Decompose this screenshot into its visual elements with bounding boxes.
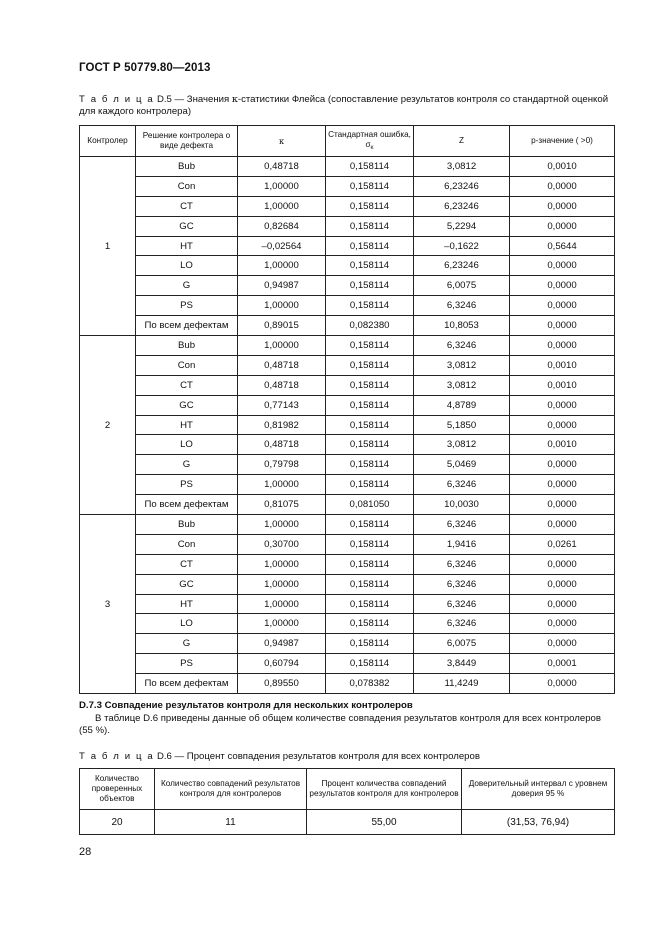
cell-p-value: 0,0000: [510, 256, 615, 276]
cell-kappa: 1,00000: [238, 614, 326, 634]
cell-defect: PS: [136, 654, 238, 674]
cell-std-error: 0,082380: [326, 316, 414, 336]
cell-kappa: 0,60794: [238, 654, 326, 674]
cell-defect: PS: [136, 296, 238, 316]
cell-defect: G: [136, 455, 238, 475]
cell-kappa: 1,00000: [238, 176, 326, 196]
cell-std-error: 0,158114: [326, 176, 414, 196]
cell-kappa: 0,82684: [238, 216, 326, 236]
cell-kappa: 0,81075: [238, 495, 326, 515]
cell-match-count: 11: [155, 810, 307, 835]
cell-z: 5,0469: [414, 455, 510, 475]
cell-z: 1,9416: [414, 534, 510, 554]
header-std-error-subscript: κ: [370, 144, 374, 151]
cell-defect: Bub: [136, 157, 238, 177]
cell-std-error: 0,158114: [326, 216, 414, 236]
table-row: [80, 236, 615, 256]
cell-defect: PS: [136, 475, 238, 495]
cell-std-error: 0,158114: [326, 196, 414, 216]
cell-kappa: 1,00000: [238, 256, 326, 276]
page-number: 28: [79, 846, 92, 858]
cell-z: 6,23246: [414, 176, 510, 196]
cell-std-error: 0,158114: [326, 475, 414, 495]
table-row: [80, 594, 615, 614]
cell-p-value: 0,0000: [510, 574, 615, 594]
table-d6-caption-label: Т а б л и ц а: [79, 751, 155, 762]
cell-p-value: 0,0261: [510, 534, 615, 554]
cell-std-error: 0,158114: [326, 296, 414, 316]
cell-defect: GC: [136, 395, 238, 415]
table-row: [80, 196, 615, 216]
cell-defect: Bub: [136, 515, 238, 535]
table-d6-header-row: [80, 769, 615, 810]
cell-kappa: 0,89550: [238, 674, 326, 694]
table-row: [80, 296, 615, 316]
cell-p-value: 0,0000: [510, 634, 615, 654]
cell-controller: 3: [80, 515, 136, 694]
cell-z: 5,2294: [414, 216, 510, 236]
cell-std-error: 0,078382: [326, 674, 414, 694]
cell-p-value: 0,0000: [510, 674, 615, 694]
cell-defect: LO: [136, 614, 238, 634]
cell-z: 3,0812: [414, 355, 510, 375]
cell-defect: CT: [136, 375, 238, 395]
table-row: [80, 276, 615, 296]
cell-std-error: 0,081050: [326, 495, 414, 515]
cell-match-percent: 55,00: [307, 810, 462, 835]
cell-z: 11,4249: [414, 674, 510, 694]
cell-kappa: 1,00000: [238, 336, 326, 356]
cell-kappa: 1,00000: [238, 554, 326, 574]
cell-p-value: 0,0000: [510, 455, 615, 475]
cell-defect: HT: [136, 415, 238, 435]
table-row: [80, 395, 615, 415]
table-d6-caption-text: D.6 — Процент совпадения результатов контроля для всех контролеров: [156, 751, 480, 762]
cell-z: 6,3246: [414, 475, 510, 495]
cell-kappa: 0,48718: [238, 435, 326, 455]
cell-std-error: 0,158114: [326, 554, 414, 574]
section-heading: D.7.3 Совпадение результатов контроля для нескольких контролеров: [79, 700, 413, 711]
cell-object-count: 20: [80, 810, 155, 835]
table-row: [80, 534, 615, 554]
table-d5-body: [80, 157, 615, 694]
table-d5-caption: [79, 94, 614, 118]
cell-p-value: 0,0010: [510, 355, 615, 375]
cell-defect: G: [136, 276, 238, 296]
table-row: [80, 455, 615, 475]
table-row: [80, 336, 615, 356]
table-row: [80, 256, 615, 276]
cell-p-value: 0,0000: [510, 614, 615, 634]
cell-controller: 1: [80, 157, 136, 336]
cell-defect: Con: [136, 534, 238, 554]
cell-z: 6,3246: [414, 336, 510, 356]
cell-defect: Con: [136, 176, 238, 196]
table-d5-caption-num: D.5 — Значения: [156, 94, 230, 105]
table-d5-caption-kappa: κ: [231, 94, 238, 105]
table-row: [80, 216, 615, 236]
cell-std-error: 0,158114: [326, 256, 414, 276]
cell-z: 6,3246: [414, 554, 510, 574]
cell-p-value: 0,0010: [510, 157, 615, 177]
cell-defect: По всем дефектам: [136, 316, 238, 336]
cell-kappa: 0,30700: [238, 534, 326, 554]
header-object-count: Количество проверенных объектов: [80, 769, 155, 810]
header-match-percent: Процент количества совпадений результатов контроля для контролеров: [307, 769, 462, 810]
cell-defect: Bub: [136, 336, 238, 356]
cell-defect: LO: [136, 256, 238, 276]
cell-defect: По всем дефектам: [136, 495, 238, 515]
cell-p-value: 0,0000: [510, 316, 615, 336]
cell-z: 4,8789: [414, 395, 510, 415]
cell-std-error: 0,158114: [326, 415, 414, 435]
header-controller: Контролер: [80, 126, 136, 157]
table-row: [80, 654, 615, 674]
cell-kappa: 0,48718: [238, 157, 326, 177]
cell-defect: G: [136, 634, 238, 654]
cell-p-value: 0,0000: [510, 276, 615, 296]
cell-defect: LO: [136, 435, 238, 455]
cell-z: 6,3246: [414, 594, 510, 614]
cell-confidence-interval: (31,53, 76,94): [462, 810, 615, 835]
table-d5: [79, 125, 615, 694]
cell-p-value: 0,0000: [510, 216, 615, 236]
cell-std-error: 0,158114: [326, 336, 414, 356]
cell-std-error: 0,158114: [326, 395, 414, 415]
cell-defect: GC: [136, 574, 238, 594]
cell-std-error: 0,158114: [326, 435, 414, 455]
table-row: [80, 415, 615, 435]
cell-std-error: 0,158114: [326, 634, 414, 654]
header-match-count: Количество совпадений результатов контроля для контролеров: [155, 769, 307, 810]
cell-p-value: 0,0000: [510, 196, 615, 216]
cell-std-error: 0,158114: [326, 534, 414, 554]
cell-p-value: 0,0000: [510, 336, 615, 356]
cell-std-error: 0,158114: [326, 614, 414, 634]
cell-defect: GC: [136, 216, 238, 236]
cell-p-value: 0,0010: [510, 435, 615, 455]
cell-z: 5,1850: [414, 415, 510, 435]
cell-p-value: 0,0001: [510, 654, 615, 674]
cell-std-error: 0,158114: [326, 574, 414, 594]
table-row: [80, 316, 615, 336]
cell-z: 6,0075: [414, 276, 510, 296]
cell-kappa: 1,00000: [238, 574, 326, 594]
table-row: [80, 375, 615, 395]
cell-defect: Con: [136, 355, 238, 375]
cell-p-value: 0,0000: [510, 554, 615, 574]
document-code: ГОСТ Р 50779.80—2013: [79, 62, 211, 74]
table-row: [80, 674, 615, 694]
table-d6: [79, 768, 615, 835]
cell-kappa: 0,94987: [238, 276, 326, 296]
cell-p-value: 0,0000: [510, 594, 615, 614]
header-kappa: κ: [238, 126, 326, 157]
cell-std-error: 0,158114: [326, 276, 414, 296]
cell-p-value: 0,0000: [510, 515, 615, 535]
cell-z: 6,3246: [414, 614, 510, 634]
table-d6-row: [80, 810, 615, 835]
cell-kappa: 0,48718: [238, 375, 326, 395]
cell-std-error: 0,158114: [326, 515, 414, 535]
cell-controller: 2: [80, 336, 136, 515]
cell-z: –0,1622: [414, 236, 510, 256]
cell-kappa: 0,77143: [238, 395, 326, 415]
cell-kappa: 1,00000: [238, 296, 326, 316]
table-row: [80, 495, 615, 515]
cell-std-error: 0,158114: [326, 594, 414, 614]
cell-kappa: 1,00000: [238, 196, 326, 216]
cell-p-value: 0,0000: [510, 395, 615, 415]
cell-z: 10,0030: [414, 495, 510, 515]
cell-z: 3,0812: [414, 375, 510, 395]
cell-kappa: 0,81982: [238, 415, 326, 435]
table-row: [80, 614, 615, 634]
table-row: [80, 157, 615, 177]
cell-p-value: 0,0000: [510, 176, 615, 196]
cell-p-value: 0,5644: [510, 236, 615, 256]
cell-kappa: 1,00000: [238, 475, 326, 495]
cell-defect: HT: [136, 594, 238, 614]
table-row: [80, 355, 615, 375]
cell-p-value: 0,0000: [510, 296, 615, 316]
cell-kappa: 1,00000: [238, 594, 326, 614]
cell-defect: CT: [136, 196, 238, 216]
cell-std-error: 0,158114: [326, 375, 414, 395]
cell-defect: По всем дефектам: [136, 674, 238, 694]
cell-kappa: 0,94987: [238, 634, 326, 654]
header-p-value: p-значение ( >0): [510, 126, 615, 157]
cell-kappa: 0,48718: [238, 355, 326, 375]
cell-std-error: 0,158114: [326, 157, 414, 177]
cell-z: 3,0812: [414, 435, 510, 455]
cell-z: 3,8449: [414, 654, 510, 674]
cell-p-value: 0,0000: [510, 495, 615, 515]
cell-kappa: 0,89015: [238, 316, 326, 336]
table-row: [80, 475, 615, 495]
cell-z: 6,23246: [414, 256, 510, 276]
cell-std-error: 0,158114: [326, 455, 414, 475]
cell-kappa: 1,00000: [238, 515, 326, 535]
table-d5-caption-label: Т а б л и ц а: [79, 94, 155, 105]
header-z: Z: [414, 126, 510, 157]
table-row: [80, 554, 615, 574]
cell-p-value: 0,0010: [510, 375, 615, 395]
section-paragraph: В таблице D.6 приведены данные об общем количестве совпадения результатов контроля для всех контролеров (55 %).: [79, 713, 601, 736]
cell-z: 6,23246: [414, 196, 510, 216]
cell-std-error: 0,158114: [326, 654, 414, 674]
cell-z: 10,8053: [414, 316, 510, 336]
table-d5-header-row: [80, 126, 615, 157]
header-std-error-label: Стандартная ошибка, σ: [328, 129, 411, 149]
cell-kappa: 0,79798: [238, 455, 326, 475]
table-d6-caption: [79, 751, 614, 763]
cell-z: 6,0075: [414, 634, 510, 654]
cell-p-value: 0,0000: [510, 475, 615, 495]
header-confidence-interval: Доверительный интервал с уровнем доверия 95 %: [462, 769, 615, 810]
cell-defect: CT: [136, 554, 238, 574]
cell-z: 6,3246: [414, 574, 510, 594]
cell-defect: HT: [136, 236, 238, 256]
header-std-error: [326, 126, 414, 157]
cell-z: 6,3246: [414, 296, 510, 316]
table-row: [80, 176, 615, 196]
cell-std-error: 0,158114: [326, 236, 414, 256]
table-row: [80, 574, 615, 594]
cell-kappa: –0,02564: [238, 236, 326, 256]
cell-std-error: 0,158114: [326, 355, 414, 375]
table-row: [80, 515, 615, 535]
table-row: [80, 634, 615, 654]
cell-z: 3,0812: [414, 157, 510, 177]
table-d5-caption-text: -статистики Флейса (сопоставление результатов контроля со стандартной оценкой для каждого контролера): [79, 94, 609, 117]
cell-z: 6,3246: [414, 515, 510, 535]
header-decision: Решение контролера о виде дефекта: [136, 126, 238, 157]
cell-p-value: 0,0000: [510, 415, 615, 435]
table-row: [80, 435, 615, 455]
